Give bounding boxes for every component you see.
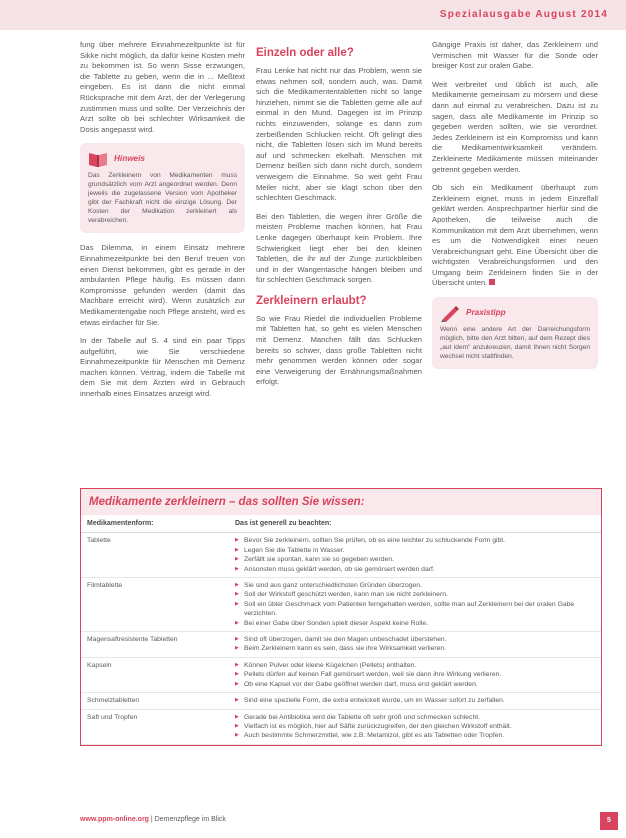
bullet-list bbox=[235, 635, 595, 654]
bullet-point: ▶ Soll ein übler Geschmack vom Patienten ferngehalten werden, sollte man auf Zerkleinern bei der oralen Gabe verzichten. bbox=[235, 600, 595, 619]
medication-form: Tablette bbox=[81, 533, 229, 578]
column-header-form: Medikamentenform: bbox=[81, 515, 229, 533]
medication-form: Kapseln bbox=[81, 657, 229, 692]
header-bar bbox=[0, 0, 626, 30]
table-row bbox=[81, 578, 601, 632]
column-right bbox=[432, 40, 598, 379]
tip-box bbox=[432, 297, 598, 369]
paragraph: Gängige Praxis ist daher, das Zerkleinern und Vermischen mit Wasser für die Sonde oder breiiger Kost zur oralen Gabe. bbox=[432, 40, 598, 71]
column-header-note: Das ist generell zu beachten: bbox=[229, 515, 601, 533]
table-title: Medikamente zerkleinern – das sollten Sie wissen: bbox=[81, 489, 601, 515]
medication-table bbox=[80, 488, 602, 746]
section-heading: Zerkleinern erlaubt? bbox=[256, 294, 367, 307]
bullet-point: ▶ Gerade bei Antibiotika wird die Tablette oft sehr groß und schmecken schlecht. bbox=[235, 713, 595, 722]
issue-title: Spezialausgabe August 2014 bbox=[439, 9, 608, 20]
section-heading: Einzeln oder alle? bbox=[256, 47, 354, 59]
bullet-point: ▶ Bevor Sie zerkleinern, sollten Sie prüfen, ob es eine leichter zu schluckende Form gibt. bbox=[235, 536, 595, 545]
bullet-list bbox=[235, 536, 595, 574]
bullet-point: ▶ Vielfach ist es möglich, hier auf Säfte zurückzugreifen, der den gleichen Wirkstoff enthält. bbox=[235, 722, 595, 731]
medication-notes bbox=[229, 709, 601, 744]
footer-publication: | Demenzpflege im Blick bbox=[148, 816, 226, 823]
bullet-list bbox=[235, 581, 595, 628]
bullet-point: ▶ Bei einer Gabe über Sonden spielt dieser Aspekt keine Rolle. bbox=[235, 619, 595, 628]
bullet-point: ▶ Ob eine Kapsel vor der Gabe geöffnet werden darf, muss erst geklärt werden. bbox=[235, 680, 595, 689]
tip-title: Praxistipp bbox=[466, 307, 506, 317]
bullet-point: ▶ Können Pulver oder kleine Kügelchen (Pellets) enthalten. bbox=[235, 661, 595, 670]
column-middle bbox=[256, 40, 422, 396]
paragraph: Frau Lenke hat nicht nur das Problem, wenn sie etwas nehmen soll, sondern auch, was. Damit sich die Medikamententabletten nicht so lange hinziehen, nimmt sie die Tabletten gerne alle auf einmal in den Mund. Dagegen ist im Prinzip nichts einzuwenden, solange es dann zum zerbeißenden Schlucken reicht. Oft gelingt dies nicht, die Tabletten lösen sich im Mund bereits auf und schmecken ekelhaft. Menschen mit Demenz beißen sich dann nicht durch, sondern verweigern die Einnahme. So weit geht Frau Meiler nicht, aber sie klagt schon über den schlechten Geschmack. bbox=[256, 66, 422, 203]
bullet-point: ▶ Beim Zerkleinern kann es sein, dass sie ihre Wirksamkeit verlieren. bbox=[235, 644, 595, 653]
paragraph: So wie Frau Riedel die individuellen Probleme mit Tabletten hat, so geht es vielen Menschen mit Demenz. Manchen fällt das Schlucken bereits so schwer, dass große Tabletten nicht mehr genommen werden können oder sogar eine Verweigerung der Ernährungsmaßnahmen erfolgt. bbox=[256, 313, 422, 387]
medication-notes bbox=[229, 578, 601, 632]
note-title: Hinweis bbox=[114, 154, 145, 164]
note-box bbox=[80, 143, 245, 233]
table-row bbox=[81, 533, 601, 578]
note-text: Das Zerkleinern von Medikamenten muss grundsätzlich vom Arzt angeordnet werden. Denn jeweils die zugelassene Version vom Apotheker gibt der Fachkraft nicht die einzige Lösung. Der Kosten der Medikation zerkleinert als verabreichen. bbox=[88, 172, 237, 225]
bullet-point: ▶ Pellets dürfen auf keinen Fall gemörsert werden, weil sie dann ihre Wirkung verlieren. bbox=[235, 670, 595, 679]
book-icon bbox=[88, 150, 108, 168]
medication-notes bbox=[229, 533, 601, 578]
pencil-icon bbox=[440, 304, 460, 322]
paragraph: Das Dilemma, in einem Einsatz mehrere Einnahmezeitpunkte bei den Beruf treuen von einen Dienst bekommen, gibt es gerade in der ambulanten Pflege häufig. Es müssen dann Kompromisse gefunden werden (damit das Machbare erreicht wird). Wenn zusätzlich zur Medikamentengabe noch Pflege ansteht, wird es etwas einfacher für Sie. bbox=[80, 243, 245, 327]
table-row bbox=[81, 632, 601, 658]
paragraph: Bei den Tabletten, die wegen ihrer Größe die meisten Probleme machen können, hat Frau Lenke dagegen überhaupt kein Problem. Ihre Schwierigkeit liegt eher bei den kleinen Tabletten, die ihr auf der Zunge zurückbleiben und in der Wangentasche hängen bleiben und für schlechten Geschmack sorgen. bbox=[256, 211, 422, 285]
bullet-point: ▶ Soll der Wirkstoff geschützt werden, kann man sie nicht zerkleinern. bbox=[235, 590, 595, 599]
medication-form: Schmelztabletten bbox=[81, 693, 229, 709]
bullet-point: ▶ Legen Sie die Tablette in Wasser. bbox=[235, 546, 595, 555]
medication-form: Saft und Tropfen bbox=[81, 709, 229, 744]
bullet-point: ▶ Sie sind aus ganz unterschiedlichsten Gründen überzogen. bbox=[235, 581, 595, 590]
bullet-point: ▶ Zerfällt sie spontan, kann sie so gegeben werden. bbox=[235, 555, 595, 564]
bullet-list bbox=[235, 696, 595, 705]
paragraph bbox=[432, 183, 598, 289]
medication-notes bbox=[229, 693, 601, 709]
medication-notes bbox=[229, 632, 601, 658]
footer-brand: www.ppm-online.org bbox=[80, 816, 149, 823]
bullet-point: ▶ Auch bestimmte Schmerzmittel, wie z.B. Metamizol, gibt es als Tabletten oder Tropfen. bbox=[235, 731, 595, 740]
paragraph: In der Tabelle auf S. 4 sind ein paar Tipps aufgeführt, wie Sie verschiedene Einnahmezeitpunkte für Menschen mit Demenz machen können. Vertrag, indem die Tabelle mit dem Sie mit dem Ärzten wird in Gebrauch innerhalb eines Einsatzes anzeigt wird. bbox=[80, 336, 245, 399]
bullet-point: ▶ Sind oft überzogen, damit sie den Magen unbeschadet überstehen. bbox=[235, 635, 595, 644]
medication-form: Filmtablette bbox=[81, 578, 229, 632]
table-row bbox=[81, 657, 601, 692]
column-left bbox=[80, 40, 245, 408]
bullet-point: ▶ Ansonsten muss geklärt werden, ob sie gemörsert werden darf. bbox=[235, 565, 595, 574]
tip-text: Wenn eine andere Art der Darreichungsform möglich, bitte den Arzt bitten, auf dem Rezept dies „aut idem“ anzukreuzen, damit Ihnen nicht Sorgen wechsel nicht stattfinden. bbox=[440, 326, 590, 361]
medication-grid bbox=[81, 515, 601, 745]
bullet-list bbox=[235, 661, 595, 689]
paragraph: Weit verbreitet und üblich ist auch, alle Medikamente gemeinsam zu mörsern und diese dann auf einmal zu verabreichen. Dazu ist zu sagen, dass alle Medikamente im Prinzip so gegeben werden sollten, wie sie verordnet. Jedes Zerkleinern ist ein Kompromiss und kann die Medikamentwirksamkeit verändern. Zerkleinerte Medikamente müssen miteinander getrennt gegeben werden. bbox=[432, 79, 598, 174]
paragraph-text: Ob sich ein Medikament überhaupt zum Zerkleinern eignet, muss in jedem Einzelfall geklärt werden. Ansprechpartner hierfür sind die Apotheken, die teilweise auch die Kommunikation mit dem Arzt übernehmen, wenn es um die Notwendigkeit einer neuen Verabreichungsart geht. Eine Übersicht über die wichtigsten Verabreichungsformen und den Umgang beim Zerkleinern finden Sie in der Übersicht unten. bbox=[432, 183, 598, 288]
footer bbox=[80, 816, 226, 823]
page-number: 5 bbox=[600, 812, 618, 830]
medication-form: Magensaftresistente Tabletten bbox=[81, 632, 229, 658]
table-row bbox=[81, 693, 601, 709]
end-mark-icon bbox=[489, 279, 495, 285]
bullet-point: ▶ Sind eine spezielle Form, die extra entwickelt wurde, um im Wasser sofort zu zerfallen. bbox=[235, 696, 595, 705]
paragraph: fung über mehrere Einnahmezeitpunkte ist für Sikke nicht möglich, da dafür keine Kosten mehr zu bekommen ist. So wenn Sisse erzwungen, die Tablette zu geben, wenn die in ... Meßtext eingeben. Es ist dann die nicht einmal Rücksprache mit dem Arzt, der der Verlegerung zustimmen muss und sollte. Der Verzeichnis der Arzt sollte ob bei schlechter Wirksamkeit die Dosis angepasst wird. bbox=[80, 40, 245, 134]
table-row bbox=[81, 709, 601, 744]
bullet-list bbox=[235, 713, 595, 741]
medication-notes bbox=[229, 657, 601, 692]
